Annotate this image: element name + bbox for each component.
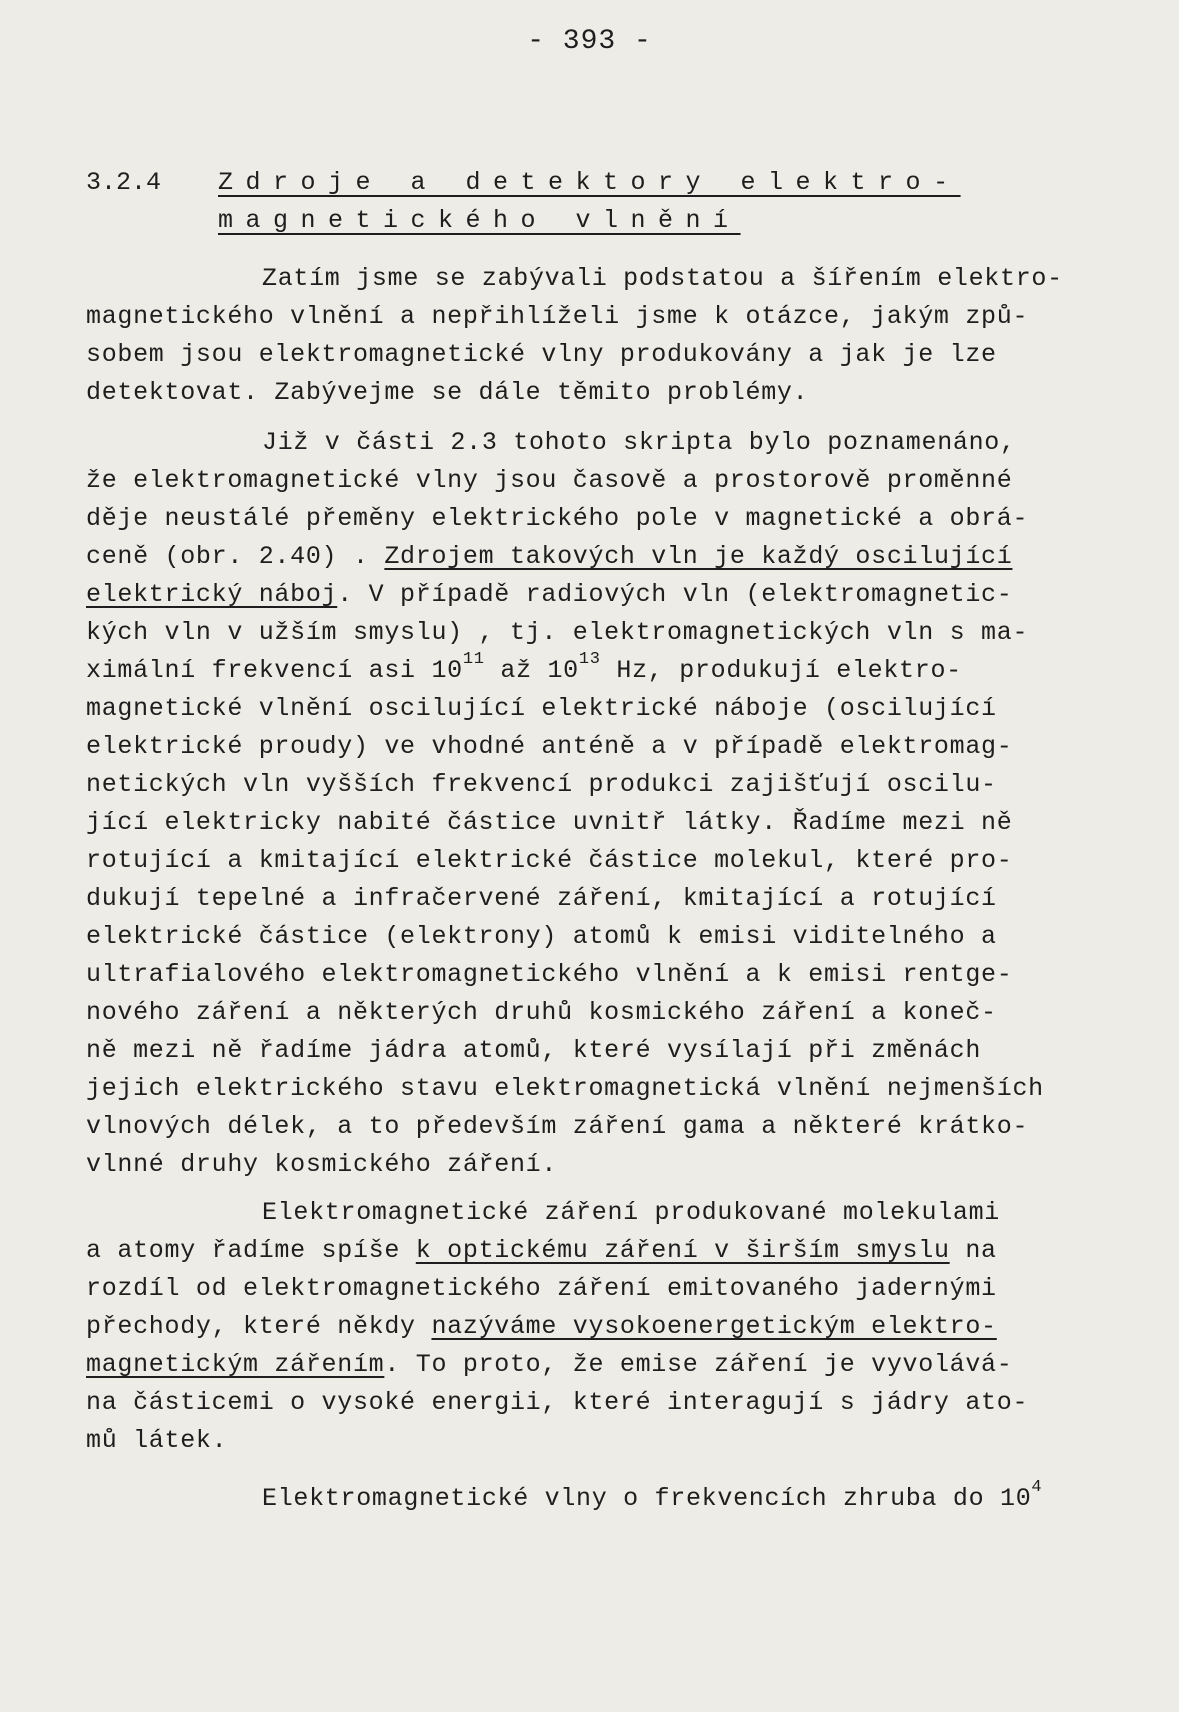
p3-line-2-pre: a atomy řadíme spíše <box>86 1236 416 1265</box>
p2-line-2: že elektromagnetické vlny jsou časově a prostorově proměnné <box>86 466 1013 495</box>
p3-line-4 <box>86 1312 997 1341</box>
p1-line-2: magnetického vlnění a nepřihlíželi jsme k otázce, jakým způ- <box>86 302 1029 331</box>
p3-line-2 <box>86 1236 997 1265</box>
p3-line-1: Elektromagnetické záření produkované molekulami <box>262 1198 1001 1227</box>
p3-line-5-post: . To proto, že emise záření je vyvolává- <box>384 1350 1013 1379</box>
p3-line-5 <box>86 1350 1012 1379</box>
section-number: 3.2.4 <box>86 168 162 197</box>
page-number: - 393 - <box>527 26 652 57</box>
p2-line-5-text: . V případě radiových vln (elektromagnetic- <box>337 580 1013 609</box>
p2-line-11: jící elektricky nabité částice uvnitř látky. Řadíme mezi ně <box>86 808 1013 837</box>
section-title-text-1: Zdroje a detektory elektro- <box>218 168 961 197</box>
section-title-line-2 <box>218 206 741 235</box>
p2-line-7 <box>86 650 962 685</box>
p2-line-6: kých vln v užším smyslu) , tj. elektromagnetických vln s ma- <box>86 618 1029 647</box>
p2-line-7-b: až 10 <box>484 656 579 685</box>
p2-line-16: nového záření a některých druhů kosmického záření a koneč- <box>86 998 997 1027</box>
p3-underlined-radiation: magnetickým zářením <box>86 1350 385 1379</box>
p4-line-1-text: Elektromagnetické vlny o frekvencích zhruba do 10 <box>262 1484 1032 1513</box>
p3-line-7: mů látek. <box>86 1426 228 1455</box>
p2-line-10: netických vln vyšších frekvencí produkci zajišťují oscilu- <box>86 770 997 799</box>
p2-line-14: elektrické částice (elektrony) atomů k emisi viditelného a <box>86 922 997 951</box>
p2-line-12: rotující a kmitající elektrické částice molekul, které pro- <box>86 846 1013 875</box>
exponent-11: 11 <box>462 650 485 669</box>
p2-line-7-c: Hz, produkují elektro- <box>600 656 962 685</box>
p2-line-20: vlnné druhy kosmického záření. <box>86 1150 558 1179</box>
p3-line-4-pre: přechody, které někdy <box>86 1312 432 1341</box>
p2-line-4 <box>86 542 1012 571</box>
p3-underlined-high-energy: nazýváme vysokoenergetickým elektro- <box>431 1312 997 1341</box>
p2-line-8: magnetické vlnění oscilující elektrické náboje (oscilující <box>86 694 997 723</box>
p2-line-9: elektrické proudy) ve vhodné anténě a v případě elektromag- <box>86 732 1013 761</box>
p3-line-3: rozdíl od elektromagnetického záření emitovaného jadernými <box>86 1274 997 1303</box>
p2-line-17: ně mezi ně řadíme jádra atomů, které vysílají při změnách <box>86 1036 982 1065</box>
p2-line-15: ultrafialového elektromagnetického vlnění a k emisi rentge- <box>86 960 1013 989</box>
p2-line-18: jejich elektrického stavu elektromagnetická vlnění nejmenších <box>86 1074 1044 1103</box>
exponent-13: 13 <box>578 650 601 669</box>
p2-line-1: Již v části 2.3 tohoto skripta bylo poznamenáno, <box>262 428 1016 457</box>
p2-line-5 <box>86 580 1012 609</box>
p2-underlined-charge: elektrický náboj <box>86 580 338 609</box>
p4-line-1 <box>262 1478 1043 1513</box>
section-title-line-1 <box>218 168 961 197</box>
p2-line-3: děje neustálé přeměny elektrického pole v magnetické a obrá- <box>86 504 1029 533</box>
p2-line-4-text: ceně (obr. 2.40) . <box>86 542 385 571</box>
p1-line-1: Zatím jsme se zabývali podstatou a šířením elektro- <box>262 264 1063 293</box>
p3-underlined-optical: k optickému záření v širším smyslu <box>415 1236 950 1265</box>
p3-line-6: na částicemi o vysoké energii, které interagují s jádry ato- <box>86 1388 1029 1417</box>
p2-line-13: dukují tepelné a infračervené záření, kmitající a rotující <box>86 884 997 913</box>
p2-line-19: vlnových délek, a to především záření gama a některé krátko- <box>86 1112 1029 1141</box>
p1-line-4: detektovat. Zabývejme se dále těmito problémy. <box>86 378 809 407</box>
exponent-4: 4 <box>1031 1478 1043 1497</box>
section-title-text-2: magnetického vlnění <box>218 206 741 235</box>
p3-line-2-post: na <box>949 1236 997 1265</box>
p2-line-7-a: ximální frekvencí asi 10 <box>86 656 463 685</box>
p1-line-3: sobem jsou elektromagnetické vlny produkovány a jak je lze <box>86 340 997 369</box>
p2-underlined-source: Zdrojem takových vln je každý oscilující <box>384 542 1013 571</box>
